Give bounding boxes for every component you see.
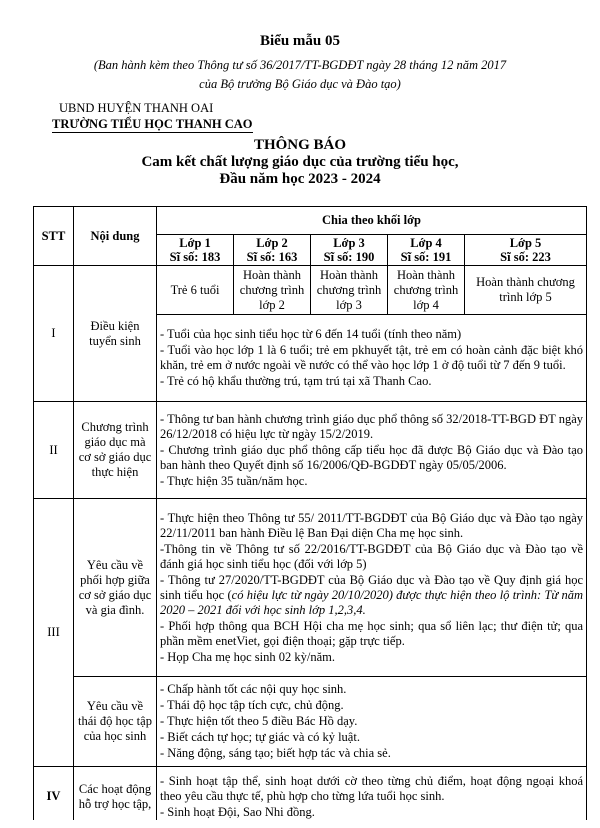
grade-name: Lớp 3 xyxy=(333,236,365,250)
detail-line: - Tuổi của học sinh tiểu học từ 6 đến 14 tuổi (tính theo năm) xyxy=(160,327,462,341)
grade-name: Lớp 2 xyxy=(256,236,288,250)
col-stt: STT xyxy=(34,207,74,266)
detail-line: - Chấp hành tốt các nội quy học sinh. xyxy=(160,682,347,696)
detail-line: - Trẻ có hộ khẩu thường trú, tạm trú tại xã Thanh Cao. xyxy=(160,374,432,388)
row-label: Yêu cầu về thái độ học tập của học sinh xyxy=(74,677,157,767)
school-year: Đầu năm học 2023 - 2024 xyxy=(219,171,381,187)
district-name: UBND HUYỆN THANH OAI xyxy=(59,101,214,115)
quality-commitment-table xyxy=(33,206,587,827)
issuing-unit xyxy=(52,100,253,133)
detail-line: - Thực hiện theo Thông tư 55/ 2011/TT-BGDĐT của Bộ Giáo dục và Đào tạo ngày 22/11/2011 ban hành Điều lệ Ban Đại diện Cha mẹ học sinh. xyxy=(160,510,584,540)
header-row xyxy=(34,207,587,235)
detail-text: - Thông tư 27/2020/TT-BGDĐT của Bộ Giáo dục và Đào tạo về Quy định giá học sinh tiểu học ( xyxy=(160,572,584,602)
detail-line: - Thái độ học tập tích cực, chủ động. xyxy=(160,698,344,712)
grade-header xyxy=(157,235,234,266)
detail-line: - Tuổi vào học lớp 1 là 6 tuổi; trẻ em pkhuyết tật, trẻ em có hoàn cảnh đặc biệt khó khăn, trẻ em ở nước ngoài về nước có thể vào học lớp 1 ở độ tuổi từ 7 đến 9 tuổi. xyxy=(160,343,584,372)
table-row xyxy=(34,677,587,767)
col-content: Nội dung xyxy=(74,207,157,266)
detail-text-italic: có hiệu lực từ ngày 20/10/2020) được thực hiện theo lộ trình: Từ năm 2020 – 2021 đối với học sinh lớp 1,2,3,4. xyxy=(160,587,584,617)
grade-cell: Trẻ 6 tuổi xyxy=(157,266,234,315)
row-stt: II xyxy=(34,402,74,499)
row-stt: IV xyxy=(34,767,74,827)
grade-header xyxy=(388,235,465,266)
grade-name: Lớp 1 xyxy=(179,236,211,250)
grade-count: Sĩ số: 183 xyxy=(169,250,221,264)
grade-cell: Hoàn thành chương trình lớp 4 xyxy=(388,266,465,315)
grade-cell: Hoàn thành chương trình lớp 2 xyxy=(234,266,311,315)
grade-name: Lớp 4 xyxy=(410,236,442,250)
grade-count: Sĩ số: 190 xyxy=(323,250,375,264)
grade-count: Sĩ số: 223 xyxy=(500,250,551,264)
row-details xyxy=(157,767,587,827)
detail-line xyxy=(160,573,583,618)
row-details xyxy=(157,402,587,499)
issuing-note-line-1: (Ban hành kèm theo Thông tư số 36/2017/TT-BGDĐT ngày 28 tháng 12 năm 2017 xyxy=(93,58,507,72)
grade-count: Sĩ số: 191 xyxy=(400,250,452,264)
row-label: Điều kiện tuyển sinh xyxy=(74,266,157,402)
grade-header xyxy=(465,235,587,266)
grade-cell: Hoàn thành chương trình lớp 5 xyxy=(465,266,587,315)
detail-line: - Sinh hoạt tập thể, sinh hoạt dưới cờ theo từng chủ điểm, hoạt động ngoại khoá theo yêu cầu thực tế, phù hợp cho từng lứa tuổi học sinh. xyxy=(160,773,584,803)
detail-line: - Năng động, sáng tạo; biết hợp tác và chia sẻ. xyxy=(160,746,391,760)
row-details xyxy=(157,315,587,402)
row-label: Các hoạt động hỗ trợ học tập, xyxy=(74,767,157,827)
grade-header xyxy=(311,235,388,266)
document-title-block xyxy=(0,137,600,188)
issuing-note xyxy=(30,56,570,94)
table-row xyxy=(34,266,587,315)
detail-line: - Thực hiện 35 tuần/năm học. xyxy=(160,473,308,488)
row-stt: III xyxy=(34,499,74,767)
detail-line: - Biết cách tự học; tự giác và có kỷ luật. xyxy=(160,730,360,744)
row-details xyxy=(157,677,587,767)
detail-line: - Thông tư ban hành chương trình giáo dục phổ thông số 32/2018-TT-BGD ĐT ngày 26/12/2018 có hiệu lực từ ngày 15/2/2019. xyxy=(160,411,584,441)
form-title: Biểu mẫu 05 xyxy=(259,33,340,49)
document-title: THÔNG BÁO xyxy=(253,137,347,153)
detail-line: - Thực hiện tốt theo 5 điều Bác Hồ dạy. xyxy=(160,714,358,728)
row-stt: I xyxy=(34,266,74,402)
detail-line: - Sinh hoạt Đội, Sao Nhi đồng. xyxy=(160,804,315,819)
row-label: Chương trình giáo dục mà cơ sở giáo dục thực hiện xyxy=(74,402,157,499)
col-grade-group: Chia theo khối lớp xyxy=(157,207,587,235)
table-row xyxy=(34,402,587,499)
issuing-note-line-2: của Bộ trưởng Bộ Giáo dục và Đào tạo) xyxy=(199,77,401,91)
detail-line: - Họp Cha mẹ học sinh 02 kỳ/năm. xyxy=(160,649,335,664)
school-name: TRƯỜNG TIỂU HỌC THANH CAO xyxy=(52,117,253,131)
row-details xyxy=(157,499,587,677)
grade-name: Lớp 5 xyxy=(509,236,542,250)
detail-line: - Chương trình giáo dục phổ thông cấp tiểu học đã được Bộ Giáo dục và Đào tạo ban hành theo Quyết định số 16/2006/QĐ-BGDĐT ngày 05/05/2006. xyxy=(160,442,584,472)
document-subtitle: Cam kết chất lượng giáo dục của trường tiểu học, xyxy=(141,154,459,170)
detail-line: - Phối hợp thông qua BCH Hội cha mẹ học sinh; qua sổ liên lạc; thư điện tử; qua phần mềm enetViet, gọi điện thoại; gặp trực tiếp. xyxy=(160,618,584,648)
grade-header xyxy=(234,235,311,266)
grade-count: Sĩ số: 163 xyxy=(246,250,298,264)
grade-cell: Hoàn thành chương trình lớp 3 xyxy=(311,266,388,315)
detail-line: -Thông tin về Thông tư số 22/2016/TT-BGDĐT của Bộ Giáo dục và Đào tạo về đánh giá học sinh tiểu học (đối với lớp 5) xyxy=(160,541,584,571)
page-bottom-edge xyxy=(0,820,600,828)
table-row xyxy=(34,499,587,677)
table-row xyxy=(34,767,587,827)
row-label: Yêu cầu về phối hợp giữa cơ sở giáo dục và gia đình. xyxy=(74,499,157,677)
